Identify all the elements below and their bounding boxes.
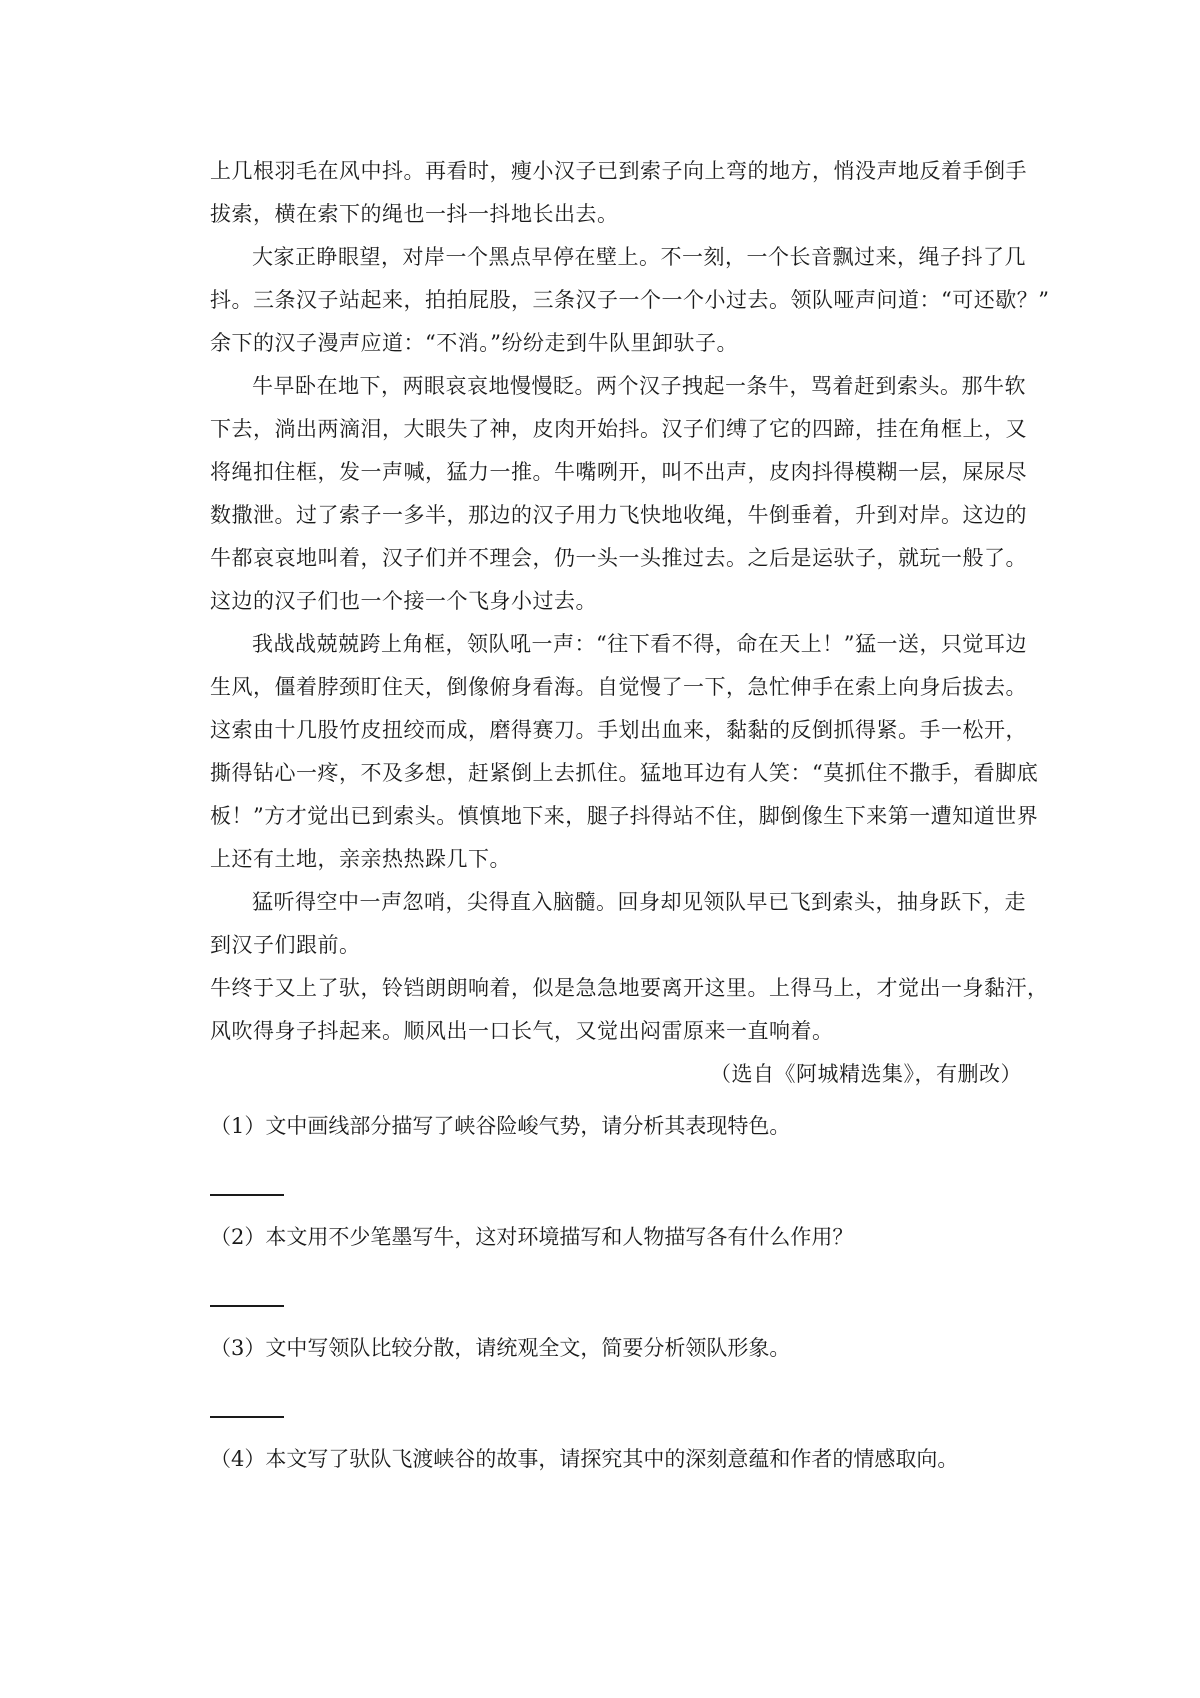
questions bbox=[210, 1105, 1030, 1481]
question-4: （4）本文写了驮队飞渡峡谷的故事，请探究其中的深刻意蕴和作者的情感取向。 bbox=[210, 1447, 959, 1471]
passage-line: 到汉子们跟前。 bbox=[210, 933, 361, 957]
passage-line: 牛都哀哀地叫着，汉子们并不理会，仍一头一头推过去。之后是运驮子，就玩一般了。 bbox=[210, 546, 1027, 570]
passage-source: （选自《阿城精选集》，有删改） bbox=[710, 1062, 1022, 1086]
answer-blank-2[interactable] bbox=[210, 1305, 284, 1307]
document-page bbox=[210, 150, 1050, 1481]
passage-line: 牛终于又上了驮，铃铛朗朗响着，似是急急地要离开这里。上得马上，才觉出一身黏汗， bbox=[210, 976, 1049, 1000]
passage-line: 撕得钻心一疼，不及多想，赶紧倒上去抓住。猛地耳边有人笑：“莫抓住不撒手，看脚底 bbox=[210, 761, 1039, 785]
question-1: （1）文中画线部分描写了峡谷险峻气势，请分析其表现特色。 bbox=[210, 1114, 791, 1138]
passage-line: 这边的汉子们也一个接一个飞身小过去。 bbox=[210, 589, 597, 613]
answer-blank-3[interactable] bbox=[210, 1416, 284, 1418]
passage-line: 生风，僵着脖颈盯住天，倒像俯身看海。自觉慢了一下，急忙伸手在索上向身后拔去。 bbox=[210, 675, 1027, 699]
passage-line: 拔索，横在索下的绳也一抖一抖地长出去。 bbox=[210, 202, 619, 226]
passage-line: 上还有土地，亲亲热热跺几下。 bbox=[210, 847, 511, 871]
passage-line: 牛早卧在地下，两眼哀哀地慢慢眨。两个汉子拽起一条牛，骂着赶到索头。那牛软 bbox=[252, 374, 1026, 398]
passage-line: 数撒泄。过了索子一多半，那边的汉子用力飞快地收绳，牛倒垂着，升到对岸。这边的 bbox=[210, 503, 1027, 527]
answer-blank-1[interactable] bbox=[210, 1194, 284, 1196]
passage-line: 上几根羽毛在风中抖。再看时，瘦小汉子已到索子向上弯的地方，悄没声地反着手倒手 bbox=[210, 159, 1027, 183]
passage-line: 板！”方才觉出已到索头。慎慎地下来，腿子抖得站不住，脚倒像生下来第一遭知道世界 bbox=[210, 804, 1039, 828]
passage-line: 风吹得身子抖起来。顺风出一口长气，又觉出闷雷原来一直响着。 bbox=[210, 1019, 834, 1043]
passage-line: 将绳扣住框，发一声喊，猛力一推。牛嘴咧开，叫不出声，皮肉抖得模糊一层，屎尿尽 bbox=[210, 460, 1027, 484]
passage bbox=[210, 150, 1050, 1096]
passage-line: 下去，淌出两滴泪，大眼失了神，皮肉开始抖。汉子们缚了它的四蹄，挂在角框上，又 bbox=[210, 417, 1027, 441]
passage-line: 抖。三条汉子站起来，拍拍屁股，三条汉子一个一个小过去。领队哑声问道：“可还歇？” bbox=[210, 288, 1050, 312]
passage-line: 余下的汉子漫声应道：“不消。”纷纷走到牛队里卸驮子。 bbox=[210, 331, 738, 355]
passage-line: 大家正睁眼望，对岸一个黑点早停在壁上。不一刻，一个长音飘过来，绳子抖了几 bbox=[252, 245, 1026, 269]
passage-line: 猛听得空中一声忽哨，尖得直入脑髓。回身却见领队早已飞到索头，抽身跃下，走 bbox=[252, 890, 1026, 914]
passage-line: 我战战兢兢跨上角框，领队吼一声：“往下看不得，命在天上！”猛一送，只觉耳边 bbox=[252, 632, 1027, 656]
question-3: （3）文中写领队比较分散，请统观全文，简要分析领队形象。 bbox=[210, 1336, 791, 1360]
passage-line: 这索由十几股竹皮扭绞而成，磨得赛刀。手划出血来，黏黏的反倒抓得紧。手一松开， bbox=[210, 718, 1027, 742]
question-2: （2）本文用不少笔墨写牛，这对环境描写和人物描写各有什么作用？ bbox=[210, 1225, 854, 1249]
